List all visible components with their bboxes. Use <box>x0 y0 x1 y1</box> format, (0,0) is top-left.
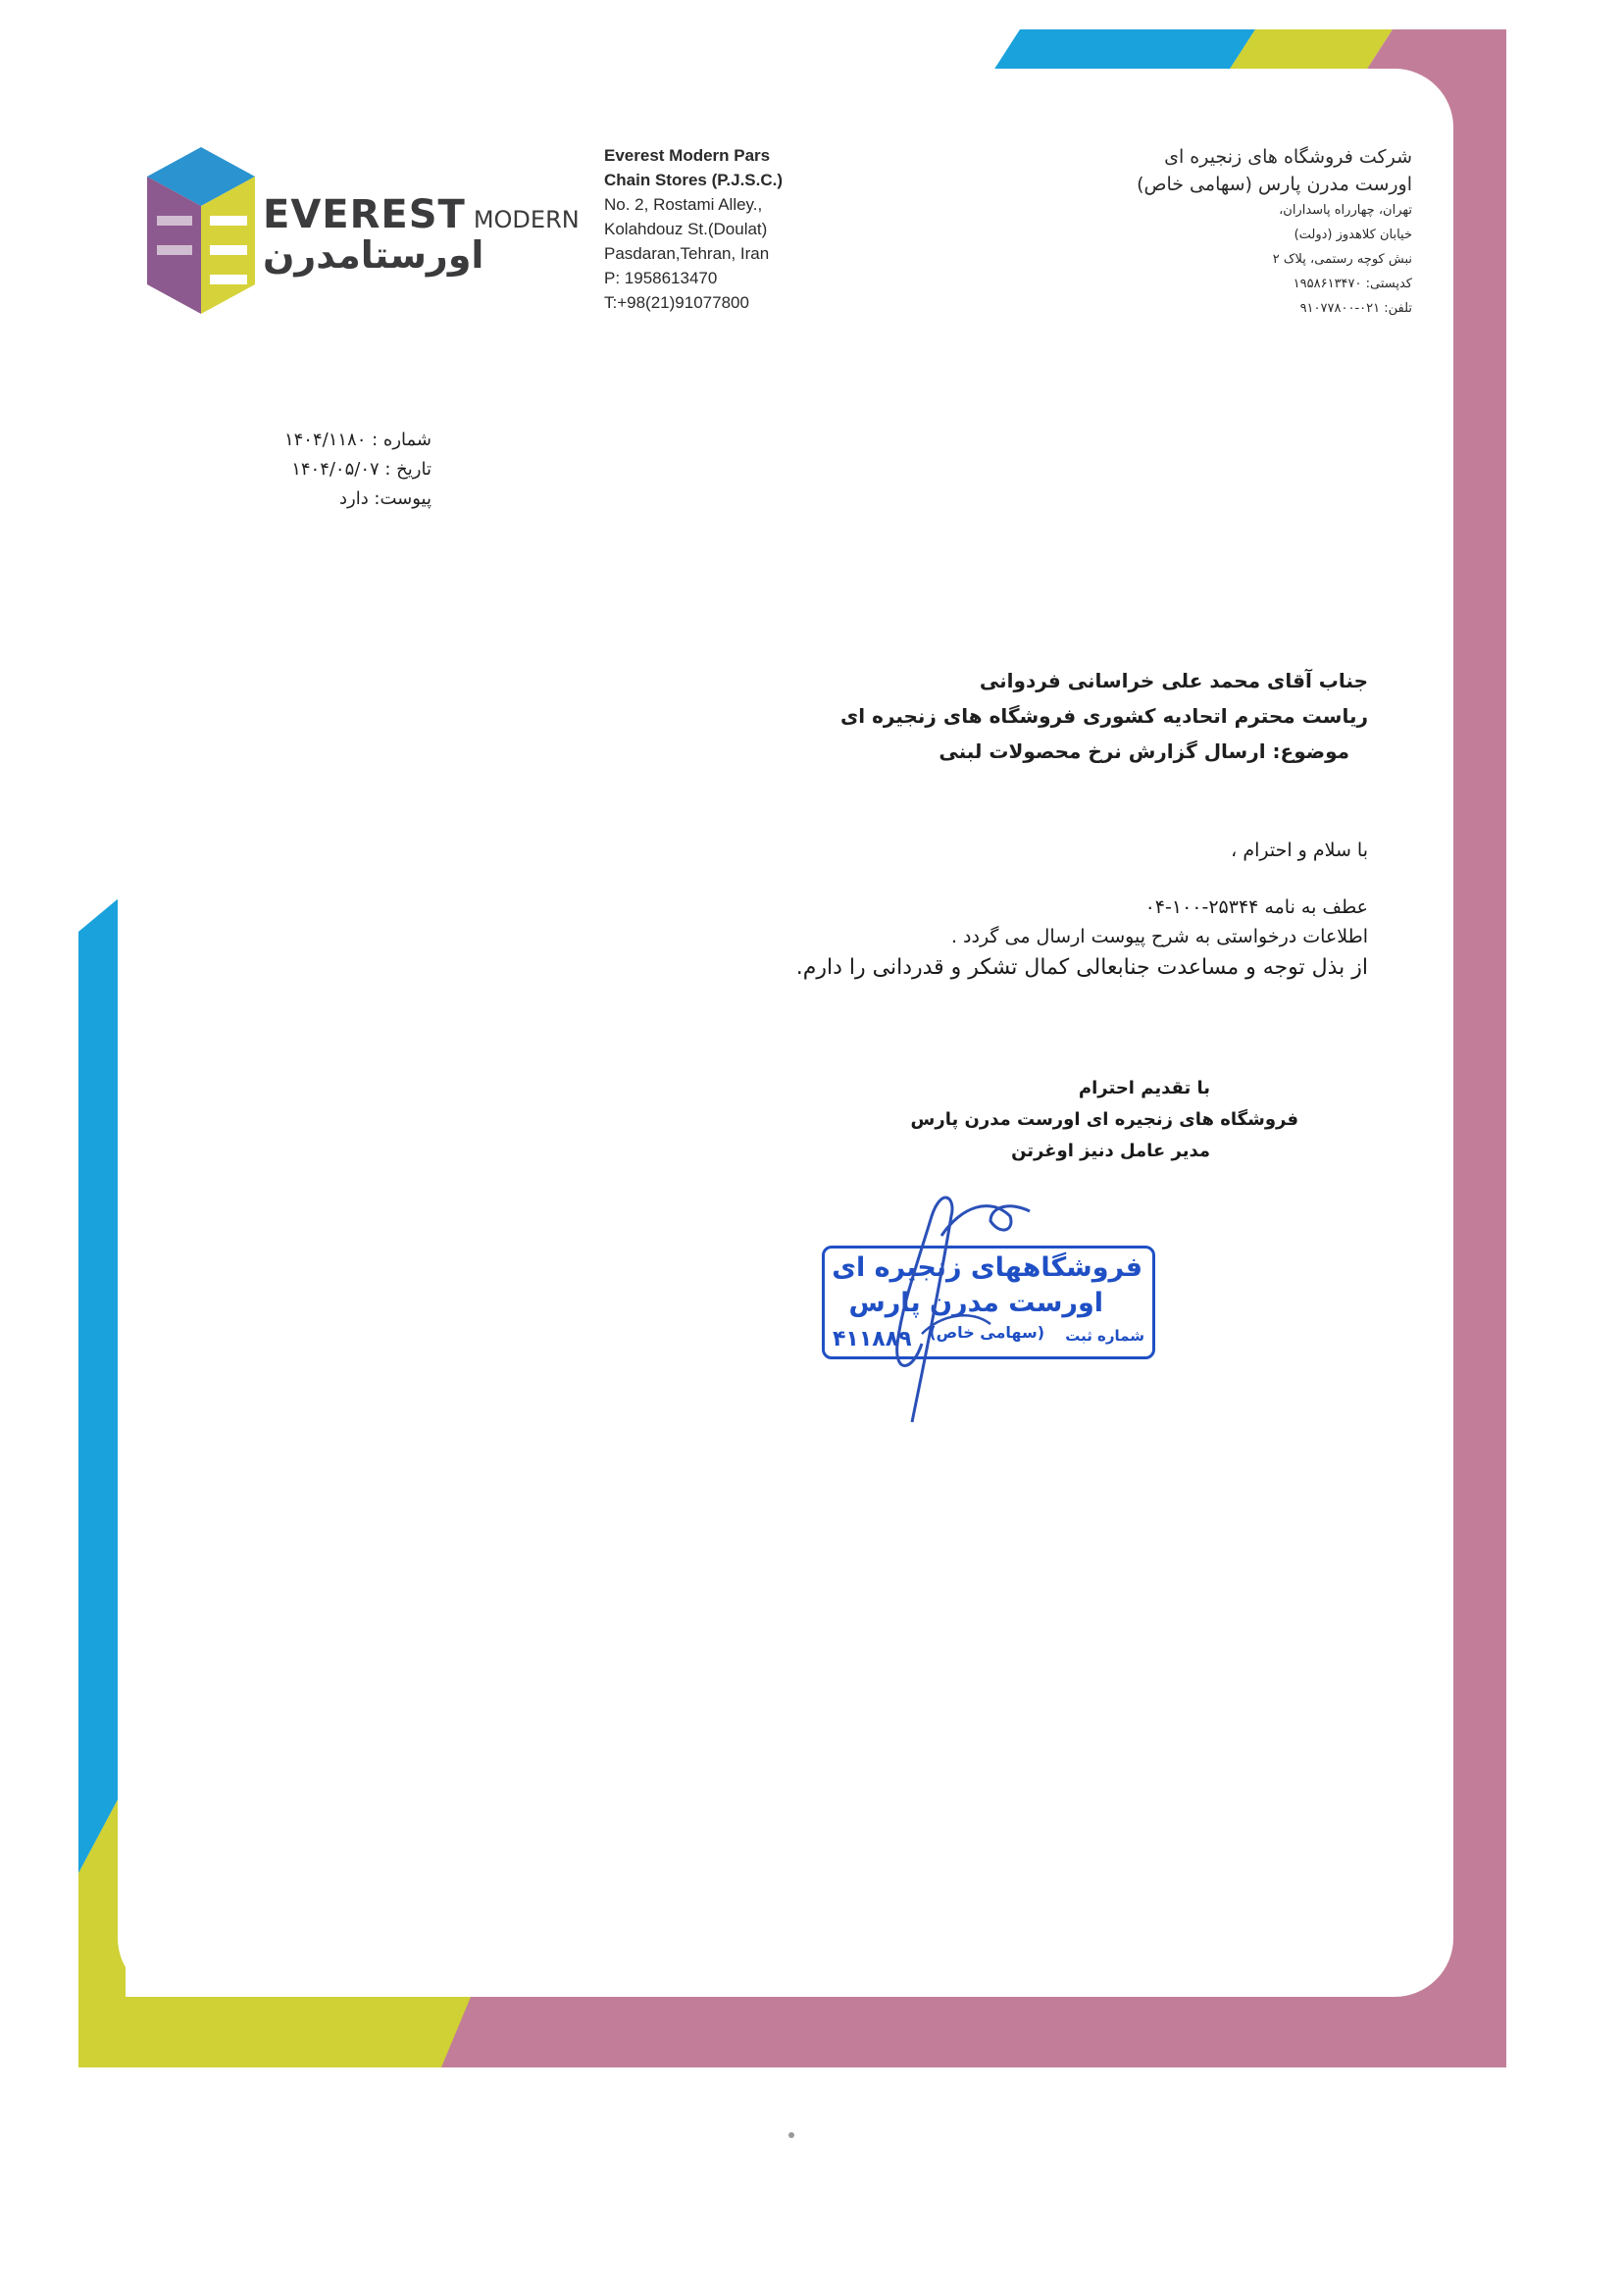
address-en-phone-p: P: 1958613470 <box>604 269 718 287</box>
body-line: عطف به نامه ۲۵۳۴۴-۱۰۰-۰۴ <box>1144 896 1368 918</box>
stamp-line: فروشگاههای زنجیره ای <box>832 1252 1142 1283</box>
letter-body <box>726 892 1368 985</box>
closing-line: با تقدیم احترام <box>1078 1078 1210 1098</box>
company-address-en <box>604 143 839 315</box>
address-en-line: Chain Stores (P.J.S.C.) <box>604 171 784 189</box>
address-fa-line: تلفن: ۰۲۱-۹۱۰۷۷۸۰۰ <box>1299 301 1412 316</box>
body-line: از بذل توجه و مساعدت جنابعالی کمال تشکر و قدردانی را دارم. <box>795 955 1368 980</box>
address-en-line: Kolahdouz St.(Doulat) <box>604 220 768 238</box>
address-en-line: No. 2, Rostami Alley., <box>604 195 763 214</box>
stamp-reg-number: ۴۱۱۸۸۹ <box>833 1327 912 1351</box>
body-line: اطلاعات درخواستی به شرح پیوست ارسال می گردد . <box>950 926 1368 947</box>
addressee-name: جناب آقای محمد علی خراسانی فردوانی <box>979 669 1368 692</box>
letter-attachment: پیوست: دارد <box>338 488 431 509</box>
letter-paper <box>118 69 1453 1997</box>
address-en-phone-t: T:+98(21)91077800 <box>604 293 749 312</box>
address-fa-line: کدپستی: ۱۹۵۸۶۱۳۴۷۰ <box>1293 277 1412 291</box>
greeting: با سلام و احترام ، <box>1231 840 1368 861</box>
stamp-line: شماره ثبت <box>1065 1327 1144 1345</box>
address-en-line: Everest Modern Pars <box>604 146 771 165</box>
signature-icon <box>843 1177 1059 1432</box>
address-fa-line: خیابان کلاهدوز (دولت) <box>1294 228 1412 242</box>
stamp-line: (سهامی خاص) <box>929 1323 1044 1342</box>
address-en-line: Pasdaran,Tehran, Iran <box>604 244 770 263</box>
brand-name-bold: EVEREST <box>263 192 466 237</box>
closing-line: فروشگاه های زنجیره ای اورست مدرن پارس <box>910 1109 1298 1130</box>
addressee-title: ریاست محترم اتحادیه کشوری فروشگاه های زنجیره ای <box>839 704 1368 728</box>
brand-name-en <box>263 192 586 239</box>
address-fa-line: تهران، چهارراه پاسداران، <box>1279 203 1412 218</box>
letter-reference <box>226 426 431 514</box>
page-mark <box>788 2132 794 2138</box>
letter-closing <box>883 1073 1298 1167</box>
brand-name-fa: اورستامدرن <box>263 233 484 277</box>
closing-line: مدیر عامل دنیز اوغرتن <box>1011 1141 1210 1161</box>
brand-name-light: MODERN <box>473 206 580 233</box>
stamp-line: اورست مدرن پارس <box>848 1288 1103 1318</box>
addressee <box>804 663 1368 734</box>
letter-date: تاریخ : ۱۴۰۴/۰۵/۰۷ <box>291 459 431 480</box>
letter-subject: موضوع: ارسال گزارش نرخ محصولات لبنی <box>939 739 1349 763</box>
letter-number: شماره : ۱۴۰۴/۱۱۸۰ <box>283 430 431 450</box>
address-fa-line: شرکت فروشگاه های زنجیره ای <box>1164 146 1412 168</box>
everest-logo-icon <box>147 147 255 314</box>
address-fa-line: اورست مدرن پارس (سهامی خاص) <box>1137 174 1412 195</box>
address-fa-line: نبش کوچه رستمی، پلاک ۲ <box>1272 252 1412 267</box>
company-address-fa <box>1059 143 1412 321</box>
frame-bottom-yellow <box>78 1997 471 2067</box>
